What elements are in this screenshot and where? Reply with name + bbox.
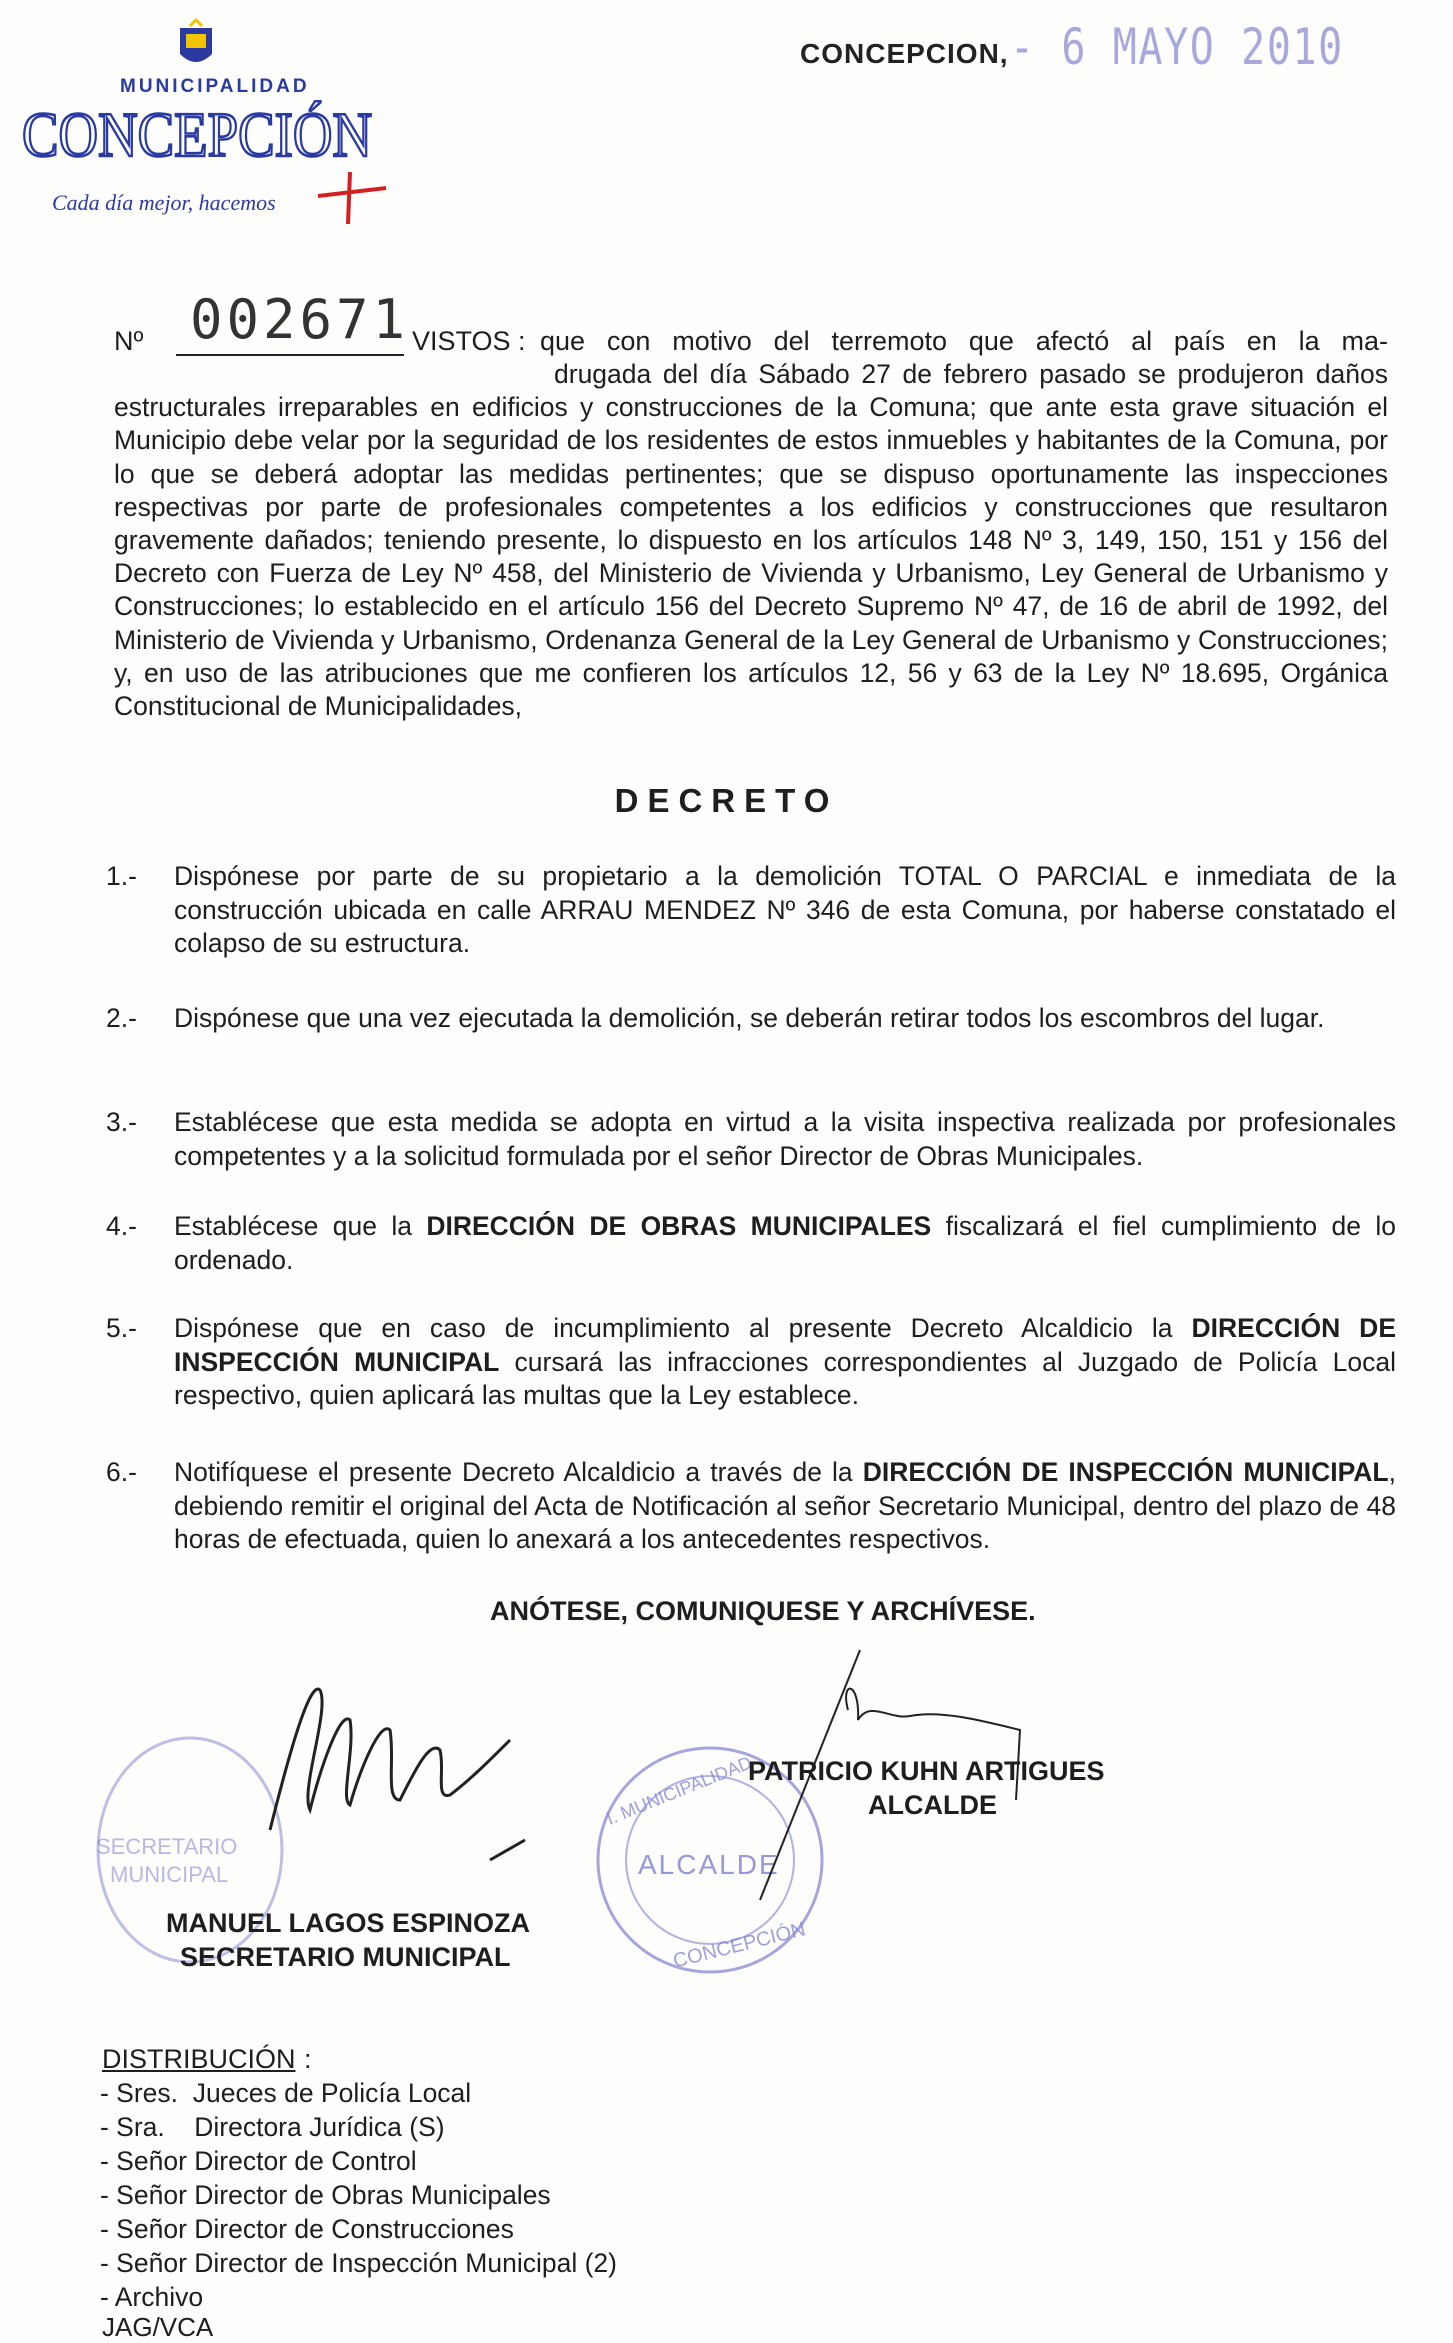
typist-initials: JAG/VCA: [102, 2312, 214, 2342]
item-text-end: fiscalizará el fiel cumplimiento de lo ordenado.: [174, 1211, 1396, 1275]
vistos-paragraph: drugada del día Sábado 27 de febrero pasado se produjeron daños estructurales irreparables en edificios y construcciones de la Comuna; que ante esta grave situación el Municipio debe velar por la seguridad de los residentes de estos inmuebles y habitantes de la Comuna, por lo que se deberá adoptar las medidas pertinentes; que se dispuso oportunamente las inspecciones respectivas por parte de profesionales competentes a los edificios y construcciones que resultaron gravemente dañados; teniendo presente, lo dispuesto en los artículos 148 Nº 3, 149, 150, 151 y 156 del Decreto con Fuerza de Ley Nº 458, del Ministerio de Vivienda y Urbanismo, Ley General de Urbanismo y Construcciones; lo establecido en el artículo 156 del Decreto Supremo Nº 47, de 16 de abril de 1992, del Ministerio de Vivienda y Urbanismo, Ordenanza General de la Ley General de Urbanismo y Construcciones; y, en uso de las atribuciones que me confieren los artículos 12, 56 y 63 de la Ley Nº 18.695, Orgánica Constitucional de Municipalidades,: [114, 359, 1388, 722]
logo-org-name: CONCEPCIÓN: [22, 99, 372, 170]
secretary-title: SECRETARIO MUNICIPAL: [180, 1942, 511, 1972]
list-item: - Archivo: [100, 2282, 204, 2312]
item-text-end: , debiendo remitir el original del Acta de Notificación al señor Secretario Municipal, dentro del plazo de 48 horas de efectuada, quien lo anexará a los antecedentes respectivos.: [174, 1457, 1396, 1554]
item-number: 1.-: [106, 861, 137, 891]
item-number: 6.-: [106, 1457, 137, 1487]
mayor-stamp-center: ALCALDE: [638, 1849, 780, 1880]
closing-formula: ANÓTESE, COMUNIQUESE Y ARCHÍVESE.: [490, 1596, 1036, 1626]
item-number: 5.-: [106, 1313, 137, 1343]
item-text: Dispónese por parte de su propietario a la demolición TOTAL O PARCIAL e inmediata de la construcción ubicada en calle ARRAU MENDEZ Nº 346 de esta Comuna, por haberse constatado el colapso de su estructura.: [174, 861, 1396, 958]
item-number: 3.-: [106, 1107, 137, 1137]
list-item: - Sres. Jueces de Policía Local: [100, 2078, 472, 2108]
item-text-end: cursará las infracciones correspondientes al Juzgado de Policía Local respectivo, quien aplicará las multas que la Ley establece.: [174, 1346, 1396, 1410]
mayor-stamp-top: I. MUNICIPALIDAD: [603, 1752, 755, 1829]
item-bold: DIRECCIÓN DE INSPECCIÓN MUNICIPAL: [862, 1457, 1389, 1487]
mayor-title: ALCALDE: [868, 1790, 997, 1820]
decree-item-4: [106, 1210, 1396, 1277]
coat-of-arms-icon: [180, 20, 212, 62]
date-stamp: - 6 MAYO 2010: [1010, 18, 1344, 76]
item-number: 4.-: [106, 1211, 137, 1241]
decree-number-label: Nº: [114, 326, 144, 356]
distribution-list: [100, 2076, 617, 2314]
vistos-first-line: que con motivo del terremoto que afectó al país en la ma-: [540, 326, 1388, 356]
list-item: - Señor Director de Construcciones: [100, 2214, 514, 2244]
secretary-signature: [250, 1670, 550, 1870]
red-cross-icon: [318, 172, 386, 224]
secretary-stamp-line-1: SECRETARIO: [96, 1834, 238, 1859]
vistos-label: VISTOS :: [412, 326, 526, 356]
municipality-logo: [20, 20, 380, 220]
item-text: Dispónese que una vez ejecutada la demolición, se deberán retirar todos los escombros del lugar.: [174, 1003, 1325, 1033]
distribution-heading-colon: :: [304, 2044, 312, 2074]
mayor-stamp-bottom: CONCEPCIÓN: [670, 1918, 808, 1973]
decree-number-underline: [176, 354, 404, 356]
decree-item-3: [106, 1106, 1396, 1173]
item-number: 2.-: [106, 1003, 137, 1033]
decreto-heading: DECRETO: [614, 782, 839, 819]
secretary-stamp-line-2: MUNICIPAL: [110, 1862, 229, 1887]
decree-number: 002671: [190, 288, 410, 351]
item-text: Establécese que esta medida se adopta en virtud a la visita inspectiva realizada por profesionales competentes y a la solicitud formulada por el señor Director de Obras Municipales.: [174, 1107, 1396, 1171]
decree-item-1: [106, 860, 1396, 961]
item-text: Establécese que la: [174, 1211, 427, 1241]
decree-item-2: [106, 1002, 1396, 1036]
list-item: - Sra. Directora Jurídica (S): [100, 2112, 445, 2142]
list-item: - Señor Director de Control: [100, 2146, 417, 2176]
item-text: Notifíquese el presente Decreto Alcaldicio a través de la: [174, 1457, 863, 1487]
item-bold: DIRECCIÓN DE INSPECCIÓN MUNICIPAL: [174, 1313, 1396, 1377]
mayor-name: PATRICIO KUHN ARTIGUES: [748, 1756, 1105, 1786]
logo-slogan: Cada día mejor, hacemos: [52, 190, 276, 215]
decree-item-6: [106, 1456, 1396, 1557]
list-item: - Señor Director de Inspección Municipal (2): [100, 2248, 617, 2278]
secretary-name: MANUEL LAGOS ESPINOZA: [166, 1908, 531, 1938]
place-name: CONCEPCION,: [800, 38, 1009, 69]
distribution-heading: DISTRIBUCIÓN: [102, 2044, 296, 2074]
list-item: - Señor Director de Obras Municipales: [100, 2180, 551, 2210]
decree-item-5: [106, 1312, 1396, 1413]
item-text: Dispónese que en caso de incumplimiento al presente Decreto Alcaldicio la: [174, 1313, 1192, 1343]
logo-org-top: MUNICIPALIDAD: [120, 76, 310, 97]
item-bold: DIRECCIÓN DE OBRAS MUNICIPALES: [426, 1211, 932, 1241]
